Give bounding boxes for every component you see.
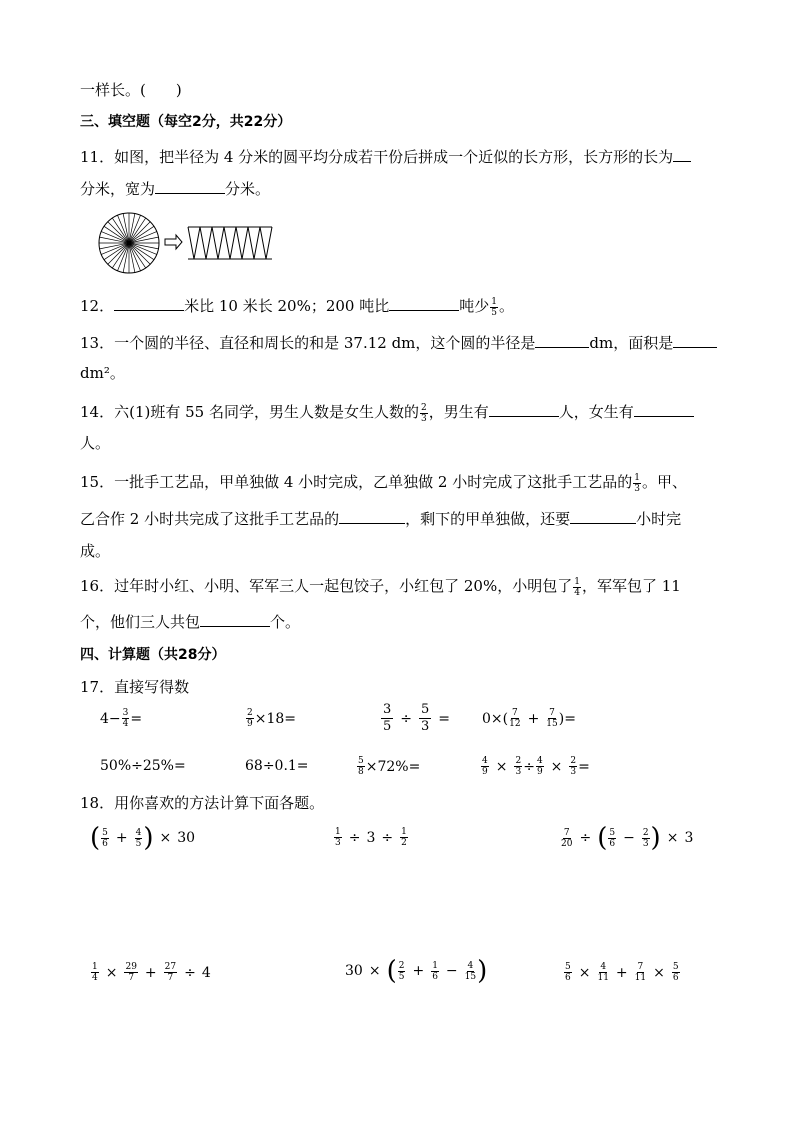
q13-blank-radius[interactable] — [535, 332, 589, 348]
den: 4 — [574, 587, 580, 598]
num: 1 — [432, 960, 438, 971]
divide: ÷ — [523, 758, 535, 775]
num: 4 — [467, 960, 474, 971]
frac — [431, 961, 439, 982]
q17-item-2 — [245, 708, 296, 729]
text: 50%÷25%= — [100, 758, 186, 774]
den: 2 — [401, 838, 407, 848]
q15-text: 15．一批手工艺品，甲单独做 4 小时完成，乙单独做 2 小时完成了这批手工艺品的 — [80, 473, 633, 491]
eq: = — [438, 710, 451, 727]
num: 2 — [515, 756, 522, 766]
times: × — [550, 758, 563, 775]
den: 5 — [398, 971, 405, 982]
frac — [509, 708, 520, 729]
frac — [635, 962, 646, 983]
den: 3 — [421, 719, 430, 734]
q14-blank-boys[interactable] — [489, 401, 559, 417]
frac — [642, 828, 650, 849]
rparen: ) — [143, 823, 154, 853]
q14-blank-girls[interactable] — [634, 401, 694, 417]
den: 4 — [122, 719, 129, 729]
plus: + — [144, 964, 157, 981]
den: 20 — [561, 838, 573, 849]
frac — [381, 702, 393, 735]
frac — [419, 702, 431, 735]
q16-line2 — [80, 611, 300, 632]
q12-text: 米比 10 米长 20%；200 吨比 — [184, 297, 390, 315]
q15-line3 — [80, 541, 110, 561]
minus: − — [623, 830, 635, 846]
den: 3 — [642, 838, 649, 849]
frac — [514, 756, 522, 777]
q15-line2 — [80, 508, 681, 529]
rparen: ) — [477, 956, 488, 986]
den: 9 — [482, 767, 488, 777]
den: 4 — [92, 973, 98, 983]
q11-blank-length[interactable] — [673, 146, 691, 162]
q12-number: 12． — [80, 297, 115, 315]
frac — [101, 828, 109, 849]
frac — [536, 756, 544, 777]
den: 8 — [358, 767, 364, 777]
frac — [564, 962, 572, 983]
q18-title: 18．用你喜欢的方法计算下面各题。 — [80, 794, 325, 812]
q15-text-6: 成。 — [80, 542, 111, 560]
frac — [164, 962, 177, 983]
num: 5 — [358, 756, 364, 766]
num: 1 — [574, 576, 580, 587]
frac — [672, 962, 680, 983]
num: 5 — [102, 827, 108, 838]
plus: + — [115, 830, 128, 846]
const: 30 — [345, 963, 363, 979]
q13-line2 — [80, 363, 125, 383]
frac — [465, 961, 476, 982]
q18-expr-6 — [563, 962, 681, 983]
whole: 4 — [100, 710, 109, 727]
q14-text-4: 人。 — [80, 434, 111, 452]
num: 1 — [491, 296, 497, 307]
num: 7 — [563, 827, 570, 838]
lparen: ( — [597, 823, 608, 853]
q13-text: 13．一个圆的半径、直径和周长的和是 37.12 dm，这个圆的半径是 — [80, 334, 536, 352]
num: 5 — [609, 827, 616, 838]
frac — [569, 756, 577, 777]
den: 6 — [432, 971, 438, 982]
minus: − — [445, 963, 458, 979]
q15-text-2: 。甲、 — [641, 473, 687, 491]
text: 68÷0.1= — [245, 758, 309, 774]
num: 7 — [637, 962, 644, 972]
q15-line1 — [80, 472, 687, 494]
q14-text-3: 人，女生有 — [558, 403, 634, 421]
num: 3 — [383, 702, 392, 717]
num: 5 — [565, 962, 571, 972]
den: 3 — [634, 483, 640, 494]
q14-line2 — [80, 433, 110, 453]
q18-expr-5 — [345, 958, 487, 984]
q16-text-2: ，军军包了 11 — [581, 577, 681, 595]
q13-blank-area[interactable] — [673, 332, 717, 348]
const: 3 — [684, 830, 694, 846]
frac — [597, 962, 608, 983]
q11-text-2: 分米，宽为 — [80, 180, 156, 198]
frac — [124, 962, 137, 983]
q14-text: 14．六(1)班有 55 名同学，男生人数是女生人数的 — [80, 403, 419, 421]
q17-title: 17．直接写得数 — [80, 678, 190, 696]
q13-line1 — [80, 332, 717, 353]
q17-item-4 — [482, 708, 576, 729]
frac — [91, 962, 99, 983]
num: 1 — [401, 827, 407, 837]
q12-text-2: 吨少 — [459, 297, 490, 315]
den: 9 — [247, 719, 253, 729]
prev-question-tail — [80, 80, 182, 100]
times: × — [105, 964, 118, 981]
divide: ÷ — [579, 830, 592, 846]
rest: ×18= — [254, 710, 297, 727]
den: 11 — [597, 973, 609, 983]
num: 1 — [634, 472, 640, 483]
num: 1 — [335, 827, 341, 837]
q11-line1 — [80, 146, 691, 167]
num: 29 — [125, 962, 137, 972]
lparen: ( — [386, 956, 397, 986]
circle-to-rectangle-figure — [96, 211, 280, 275]
den: 5 — [135, 838, 142, 849]
q14-text-2: ，男生有 — [428, 403, 489, 421]
plus: + — [527, 710, 540, 727]
frac — [546, 708, 557, 729]
q18-expr-3 — [560, 825, 693, 851]
q16-blank-total[interactable] — [200, 611, 270, 627]
fraction-one-third — [633, 473, 641, 494]
frac — [334, 827, 342, 848]
q17-item-3 — [380, 702, 456, 735]
const: 3 — [366, 829, 376, 846]
q18-expr-2 — [333, 827, 409, 848]
tail: )= — [558, 710, 576, 727]
q16-text: 16．过年时小红、小明、军军三人一起包饺子，小红包了 20%，小明包了 — [80, 577, 573, 595]
fraction-two-thirds — [420, 403, 428, 424]
q18-expr-1 — [90, 825, 195, 851]
times: × — [159, 830, 172, 846]
frac — [135, 828, 143, 849]
divide: ÷ — [400, 710, 413, 727]
rparen: ) — [650, 823, 661, 853]
q15-blank-hours[interactable] — [570, 508, 636, 524]
q16-text-3: 个，他们三人共包 — [80, 613, 201, 631]
num: 27 — [164, 962, 177, 972]
frac — [481, 756, 489, 777]
num: 7 — [511, 708, 518, 718]
times: × — [666, 830, 679, 846]
q13-text-3: dm²。 — [80, 364, 125, 382]
plus: + — [615, 964, 628, 981]
q17-item-1 — [100, 708, 142, 729]
frac — [246, 708, 254, 729]
den: 7 — [128, 973, 135, 983]
frac — [400, 827, 408, 848]
q11-line2 — [80, 178, 270, 199]
frac — [357, 756, 365, 777]
den: 6 — [609, 838, 616, 849]
plus: + — [412, 963, 425, 979]
den: 5 — [383, 719, 392, 734]
times: × — [368, 963, 381, 979]
q17-item-6 — [245, 758, 309, 774]
text: 一样长。( ) — [80, 81, 182, 99]
q17-item-7 — [356, 756, 420, 777]
q17-item-5 — [100, 758, 186, 774]
q12-line — [80, 295, 514, 318]
den: 3 — [335, 838, 341, 848]
period: 。 — [498, 297, 514, 315]
q17-item-8 — [480, 756, 590, 777]
den: 7 — [167, 973, 174, 983]
num: 5 — [421, 702, 430, 717]
den: 3 — [420, 413, 427, 424]
q11-text: 11．如图，把半径为 4 分米的圆平均分成若干份后拼成一个近似的长方形，长方形的长为 — [80, 148, 674, 166]
times: × — [578, 964, 591, 981]
lparen: ( — [90, 823, 101, 853]
num: 7 — [549, 708, 555, 718]
minus: − — [108, 710, 121, 727]
q15-blank-fraction[interactable] — [339, 508, 405, 524]
num: 4 — [482, 756, 488, 766]
num: 4 — [600, 962, 607, 972]
num: 2 — [570, 756, 577, 766]
num: 4 — [536, 756, 543, 766]
rest: ×72%= — [365, 758, 421, 775]
q15-text-3: 乙合作 2 小时共完成了这批手工艺品的 — [80, 510, 340, 528]
q14-line1 — [80, 401, 694, 424]
den: 6 — [102, 838, 108, 849]
num: 3 — [122, 708, 129, 718]
divide: ÷ — [184, 964, 196, 981]
num: 2 — [247, 708, 253, 718]
eq: = — [578, 758, 590, 775]
den: 11 — [634, 973, 647, 983]
q16-text-4: 个。 — [270, 613, 301, 631]
divide: ÷ — [381, 829, 394, 846]
fraction-one-fifth — [490, 297, 498, 318]
den: 6 — [672, 973, 679, 983]
den: 3 — [570, 767, 577, 777]
arrow-icon — [165, 235, 182, 249]
eq: = — [130, 710, 143, 727]
fraction-one-quarter — [573, 577, 581, 598]
approximate-rectangle — [188, 227, 272, 259]
q11-blank-width[interactable] — [155, 178, 225, 194]
den: 5 — [491, 307, 497, 318]
q15-text-5: 小时完 — [636, 510, 682, 528]
q15-text-4: ，剩下的甲单独做，还要 — [405, 510, 571, 528]
den: 9 — [536, 767, 543, 777]
den: 3 — [515, 767, 522, 777]
section-3-heading: 三、填空题（每空2分，共22分） — [80, 114, 292, 130]
frac — [122, 708, 130, 729]
num: 2 — [642, 827, 649, 838]
frac — [398, 961, 406, 982]
q16-line1 — [80, 576, 681, 598]
den: 15 — [546, 719, 558, 729]
q18-expr-4 — [90, 962, 211, 983]
times: × — [653, 964, 665, 981]
den: 15 — [464, 971, 477, 982]
frac — [608, 828, 616, 849]
num: 2 — [398, 960, 405, 971]
num: 4 — [135, 827, 142, 838]
q11-text-3: 分米。 — [225, 180, 271, 198]
q12-blank-2[interactable] — [389, 295, 459, 311]
num: 1 — [92, 962, 98, 972]
q12-blank-1[interactable] — [114, 295, 184, 311]
times: × — [495, 758, 508, 775]
lead: 0×( — [482, 710, 509, 727]
section-4-heading: 四、计算题（共28分） — [80, 647, 226, 663]
const: 30 — [177, 830, 196, 846]
q13-text-2: dm，面积是 — [589, 334, 674, 352]
den: 6 — [565, 973, 571, 983]
const: 4 — [201, 964, 211, 981]
den: 12 — [509, 719, 521, 729]
frac — [561, 828, 572, 849]
num: 5 — [672, 962, 679, 972]
divided-circle — [99, 213, 159, 273]
num: 2 — [420, 402, 427, 413]
divide: ÷ — [348, 829, 361, 846]
